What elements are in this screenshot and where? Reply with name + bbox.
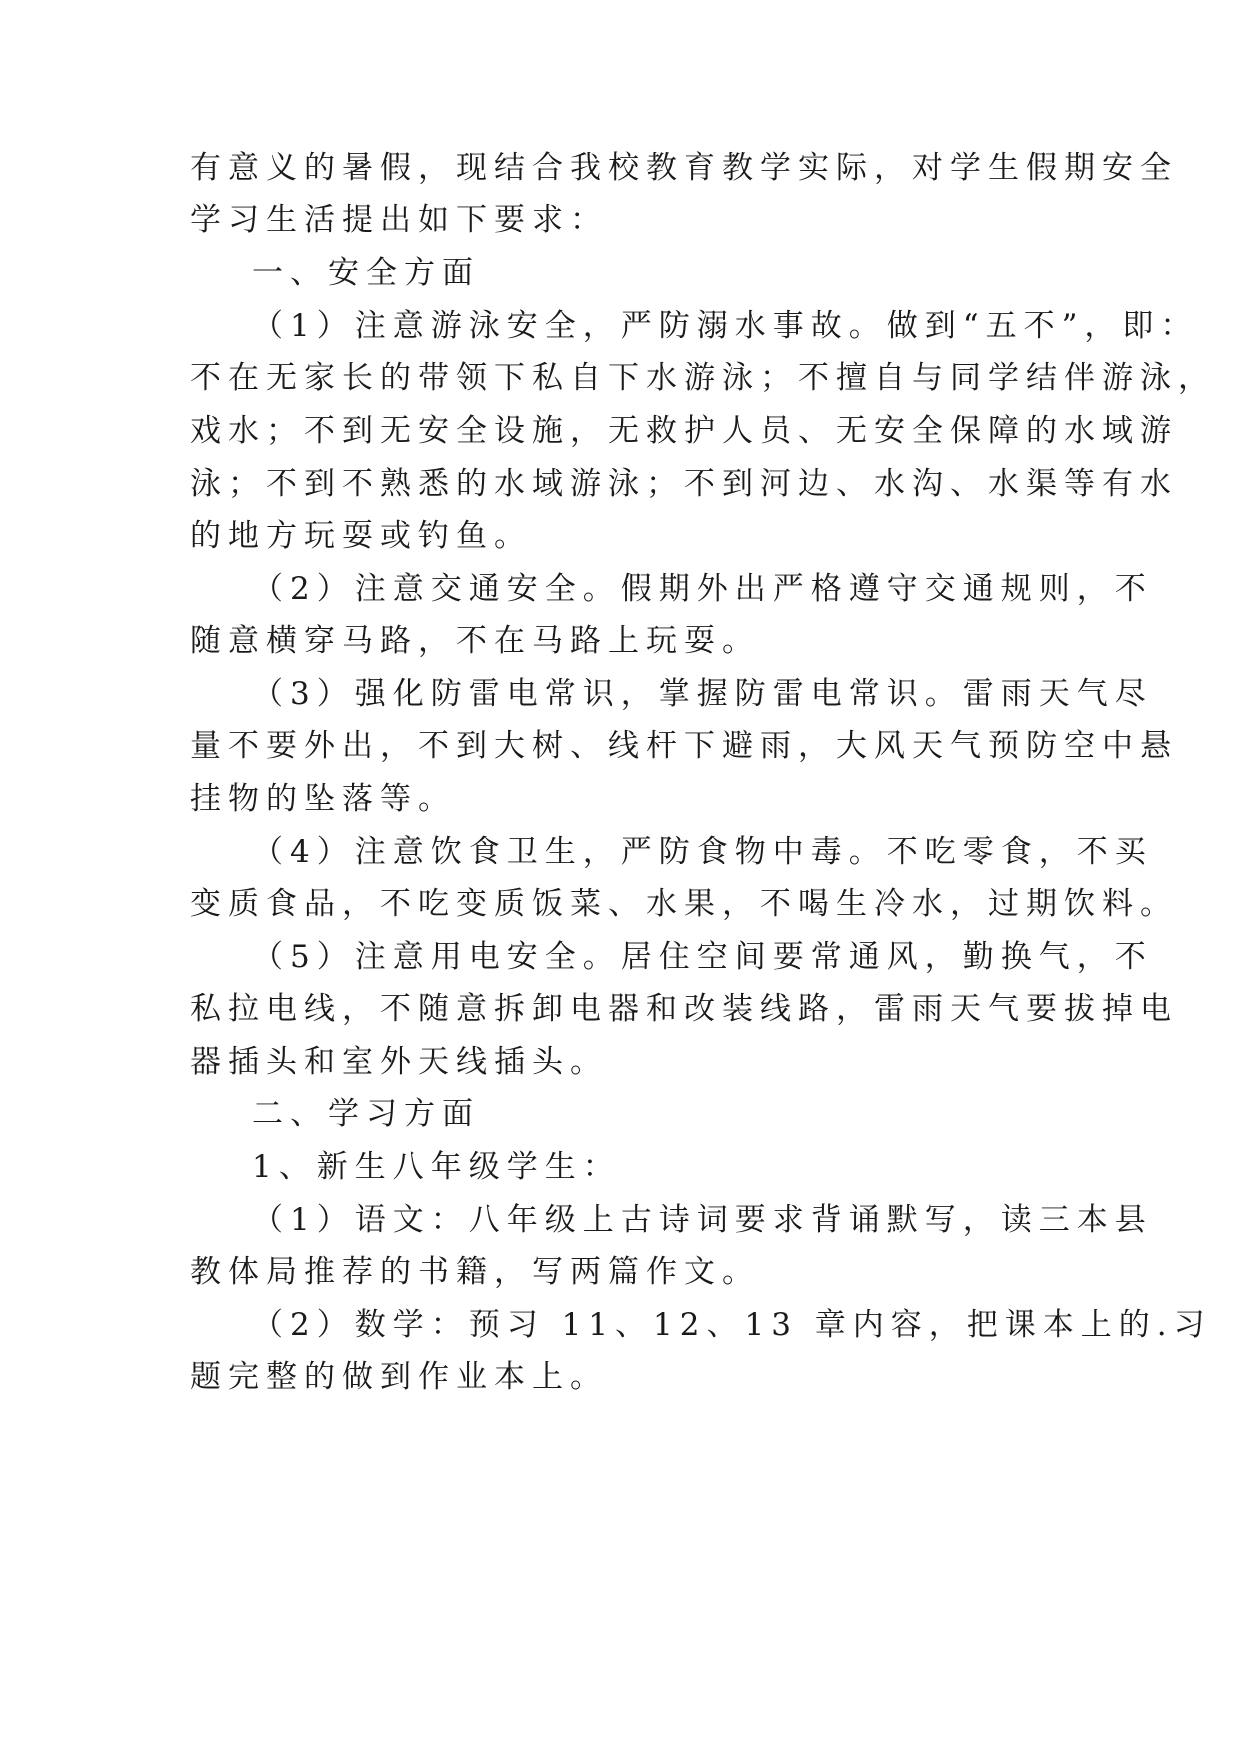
paragraph-line: 有意义的暑假，现结合我校教育教学实际，对学生假期安全 xyxy=(190,150,1178,186)
paragraph-line: 的地方玩耍或钓鱼。 xyxy=(190,518,532,554)
paragraph-line: （5）注意用电安全。居住空间要常通风，勤换气，不 xyxy=(252,939,1153,975)
paragraph-line: 泳；不到不熟悉的水域游泳；不到河边、水沟、水渠等有水 xyxy=(190,466,1178,502)
paragraph-line: （3）强化防雷电常识，掌握防雷电常识。雷雨天气尽 xyxy=(252,676,1153,712)
paragraph-line: 变质食品，不吃变质饭菜、水果，不喝生冷水，过期饮料。 xyxy=(190,886,1178,922)
paragraph-line: 挂物的坠落等。 xyxy=(190,781,456,817)
paragraph-line: 随意横穿马路，不在马路上玩耍。 xyxy=(190,623,760,659)
paragraph-line: 量不要外出，不到大树、线杆下避雨，大风天气预防空中悬 xyxy=(190,728,1178,764)
paragraph-line: 不在无家长的带领下私自下水游泳；不擅自与同学结伴游泳， xyxy=(190,360,1216,396)
section-heading: 一、安全方面 xyxy=(252,255,480,291)
paragraph-line: （2）数学：预习 11、12、13 章内容，把课本上的.习 xyxy=(252,1307,1212,1343)
section-heading: 二、学习方面 xyxy=(252,1096,480,1132)
paragraph-line: （1）注意游泳安全，严防溺水事故。做到“五不”，即： xyxy=(252,308,1199,344)
paragraph-line: 学习生活提出如下要求： xyxy=(190,202,608,238)
paragraph-line: 教体局推荐的书籍，写两篇作文。 xyxy=(190,1254,760,1290)
subsection-heading: 1、新生八年级学生： xyxy=(252,1149,621,1185)
paragraph-line: 题完整的做到作业本上。 xyxy=(190,1359,608,1395)
paragraph-line: 私拉电线，不随意拆卸电器和改装线路，雷雨天气要拔掉电 xyxy=(190,991,1178,1027)
paragraph-line: 戏水；不到无安全设施，无救护人员、无安全保障的水域游 xyxy=(190,413,1178,449)
paragraph-line: 器插头和室外天线插头。 xyxy=(190,1044,608,1080)
paragraph-line: （2）注意交通安全。假期外出严格遵守交通规则，不 xyxy=(252,571,1153,607)
paragraph-line: （1）语文：八年级上古诗词要求背诵默写，读三本县 xyxy=(252,1202,1153,1238)
paragraph-line: （4）注意饮食卫生，严防食物中毒。不吃零食，不买 xyxy=(252,834,1153,870)
